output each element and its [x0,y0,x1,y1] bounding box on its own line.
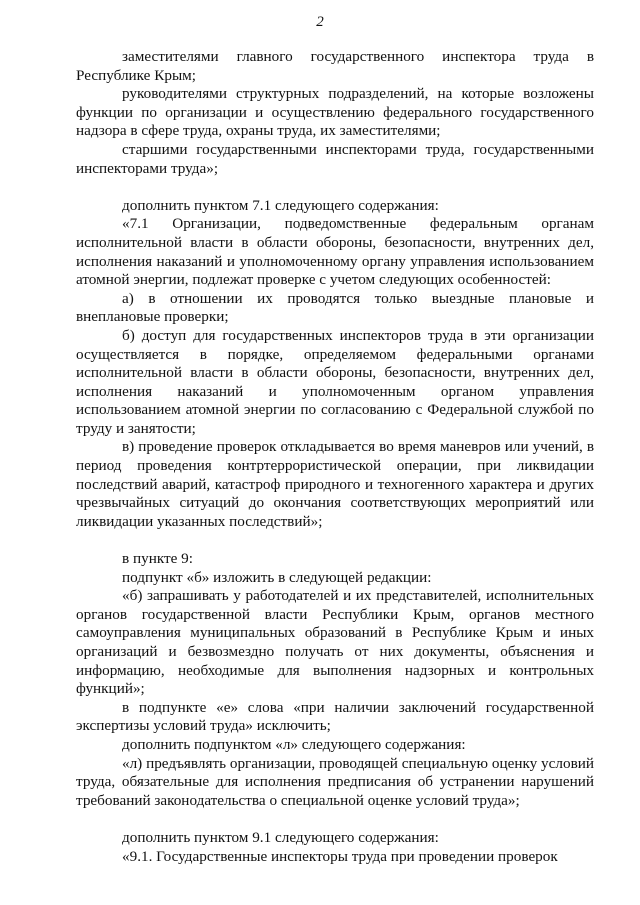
paragraph: заместителями главного государственного инспектора труда в Республике Крым; [76,48,594,84]
document-body [76,48,594,866]
paragraph: «б) запрашивать у работодателей и их представителей, исполнительных органов государственной власти Республики Крым, органов местного самоуправления муниципальных образований в Республике Крым и иных организаций и безвозмездно получать от них документы, объяснения и информацию, необходимые для выполнения надзорных и контрольных функций»; [76,587,594,698]
paragraph: в) проведение проверок откладывается во время маневров или учений, в период проведения контртеррористической операции, при ликвидации последствий аварий, катастроф природного и техногенного характера и других чрезвычайных ситуаций до окончания соответствующих мероприятий или ликвидации указанных последствий»; [76,438,594,530]
paragraph: дополнить подпунктом «л» следующего содержания: [122,735,466,753]
paragraph: б) доступ для государственных инспекторов труда в эти организации осуществляется в порядке, определяемом федеральными органами исполнительной власти в области обороны, безопасности, внутренних дел, исполнения наказаний и уполномоченным органом управления использованием атомной энергии по согласованию с Федеральной службой по труду и занятости; [76,326,594,437]
paragraph: дополнить пунктом 7.1 следующего содержания: [122,196,439,214]
paragraph: «л) предъявлять организации, проводящей специальную оценку условий труда, обязательные для исполнения предписания об устранении нарушений требований законодательства о специальной оценке условий труда»; [76,754,594,809]
paragraph: в подпункте «е» слова «при наличии заключений государственной экспертизы условий труда» исключить; [76,698,594,735]
paragraph: в пункте 9: [122,550,193,568]
paragraph: а) в отношении их проводятся только выездные плановые и внеплановые проверки; [76,289,594,326]
paragraph: «9.1. Государственные инспекторы труда при проведении проверок [122,847,558,865]
paragraph: «7.1 Организации, подведомственные федеральным органам исполнительной власти в области обороны, безопасности, внутренних дел, исполнения наказаний и уполномоченному органу управления использованием атомной энергии, подлежат проверке с учетом следующих особенностей: [76,215,594,289]
paragraph: подпункт «б» изложить в следующей редакции: [122,568,432,586]
paragraph: руководителями структурных подразделений, на которые возложены функции по организации и осуществлению федерального государственного надзора в сфере труда, охраны труда, их заместителями; [76,85,594,140]
paragraph: дополнить пунктом 9.1 следующего содержания: [122,828,439,846]
paragraph: старшими государственными инспекторами труда, государственными инспекторами труда»; [76,140,594,177]
page-number: 2 [316,14,324,30]
